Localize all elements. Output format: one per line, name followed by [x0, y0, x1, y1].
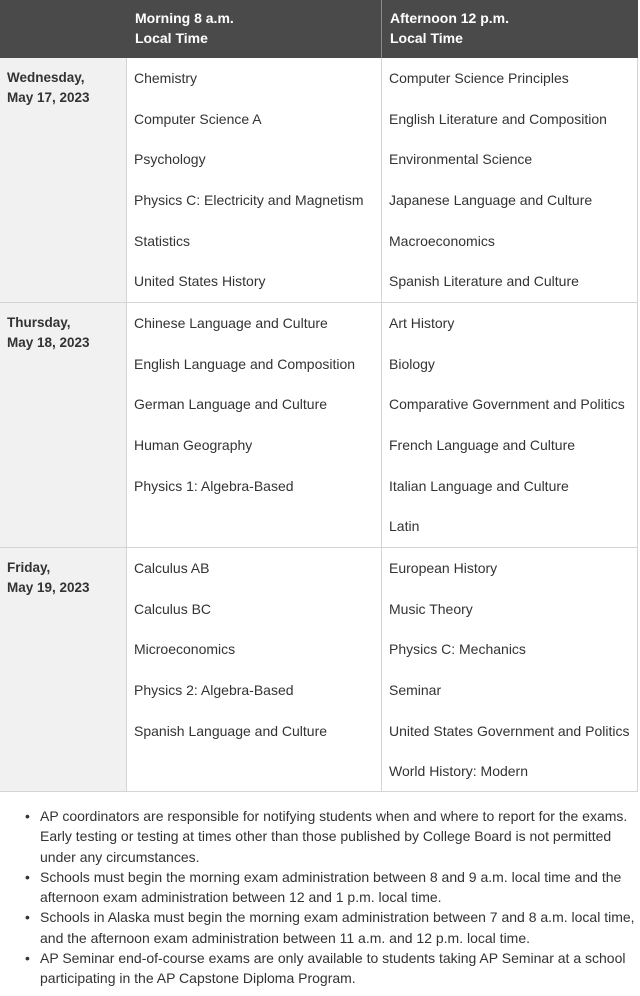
notes-list — [0, 806, 640, 989]
exam-name: Spanish Literature and Culture — [389, 273, 579, 290]
note-item — [25, 806, 638, 867]
note-text: AP Seminar end-of-course exams are only available to students taking AP Seminar at a school participating in the AP Capstone Diploma Program. — [40, 950, 626, 987]
morning-exams — [127, 58, 382, 302]
header-morning-line-2: Local Time — [135, 30, 208, 46]
bullet-icon: • — [25, 868, 30, 885]
note-text: AP coordinators are responsible for notifying students when and where to report for the exams. Early testing or testing at times other than those published by College Board is not permitted under any circumstances. — [40, 808, 628, 865]
table-header-row — [0, 0, 638, 58]
exam-name: Environmental Science — [389, 151, 533, 168]
exam-name: Physics 2: Algebra-Based — [134, 682, 294, 699]
exam-name: French Language and Culture — [389, 437, 576, 454]
morning-exams — [127, 303, 382, 547]
exam-name: Human Geography — [134, 437, 253, 454]
exam-name: Psychology — [134, 151, 206, 168]
exam-name: Physics C: Mechanics — [389, 641, 526, 658]
exam-name: Spanish Language and Culture — [134, 722, 328, 739]
exam-name: Statistics — [134, 232, 191, 249]
exam-name: Physics C: Electricity and Magnetism — [134, 192, 364, 209]
day-date: May 17, 2023 — [7, 90, 90, 105]
exam-name: Chemistry — [134, 70, 198, 86]
exam-name: Music Theory — [389, 600, 473, 617]
header-empty-cell — [0, 0, 127, 58]
note-text: Schools in Alaska must begin the morning exam administration between 7 and 8 a.m. local time, and the afternoon exam administration between 11 a.m. and 12 p.m. local time. — [40, 909, 635, 946]
day-name: Friday, — [7, 560, 51, 575]
header-morning-line-1: Morning 8 a.m. — [135, 10, 234, 26]
note-text: Schools must begin the morning exam administration between 8 and 9 a.m. local time and the afternoon exam administration between 12 and 1 p.m. local time. — [40, 868, 622, 906]
bullet-icon: • — [25, 950, 30, 967]
day-date: May 19, 2023 — [7, 580, 90, 595]
exam-name: Microeconomics — [134, 641, 236, 658]
header-afternoon — [382, 0, 638, 58]
note-item — [25, 867, 638, 908]
header-afternoon-line-2: Local Time — [390, 30, 463, 46]
day-cell — [0, 58, 127, 302]
exam-name: Calculus AB — [134, 560, 210, 576]
note-item — [25, 907, 638, 948]
day-cell — [0, 548, 127, 791]
exam-name: Macroeconomics — [389, 232, 495, 249]
morning-exams — [127, 548, 382, 791]
bullet-icon: • — [25, 909, 30, 926]
day-cell — [0, 303, 127, 547]
exam-name: Seminar — [389, 682, 442, 699]
note-item — [25, 948, 638, 989]
header-morning — [127, 0, 382, 58]
exam-name: United States History — [134, 273, 266, 290]
day-date: May 18, 2023 — [7, 335, 90, 350]
exam-name: Calculus BC — [134, 600, 212, 617]
table-row-friday — [0, 548, 638, 792]
table-row-thursday — [0, 303, 638, 548]
exam-name: Physics 1: Algebra-Based — [134, 477, 294, 494]
day-name: Wednesday, — [7, 70, 85, 85]
exam-name: Art History — [389, 315, 455, 331]
exam-name: English Literature and Composition — [389, 110, 607, 127]
afternoon-exams — [382, 548, 638, 791]
exam-name: World History: Modern — [389, 763, 529, 780]
exam-name: Biology — [389, 355, 435, 372]
header-afternoon-line-1: Afternoon 12 p.m. — [390, 10, 510, 26]
table-row-wednesday — [0, 58, 638, 303]
exam-name: Italian Language and Culture — [389, 477, 569, 494]
exam-name: Computer Science A — [134, 110, 262, 127]
afternoon-exams — [382, 58, 638, 302]
exam-name: United States Government and Politics — [389, 722, 630, 739]
exam-name: German Language and Culture — [134, 396, 328, 413]
exam-name: Chinese Language and Culture — [134, 315, 328, 331]
exam-name: Comparative Government and Politics — [389, 396, 625, 413]
afternoon-exams — [382, 303, 638, 547]
exam-name: Computer Science Principles — [389, 70, 569, 86]
exam-name: English Language and Composition — [134, 355, 356, 372]
bullet-icon: • — [25, 808, 30, 824]
exam-name: Latin — [389, 518, 420, 535]
day-name: Thursday, — [7, 315, 71, 330]
exam-name: European History — [389, 560, 498, 576]
exam-name: Japanese Language and Culture — [389, 192, 593, 209]
